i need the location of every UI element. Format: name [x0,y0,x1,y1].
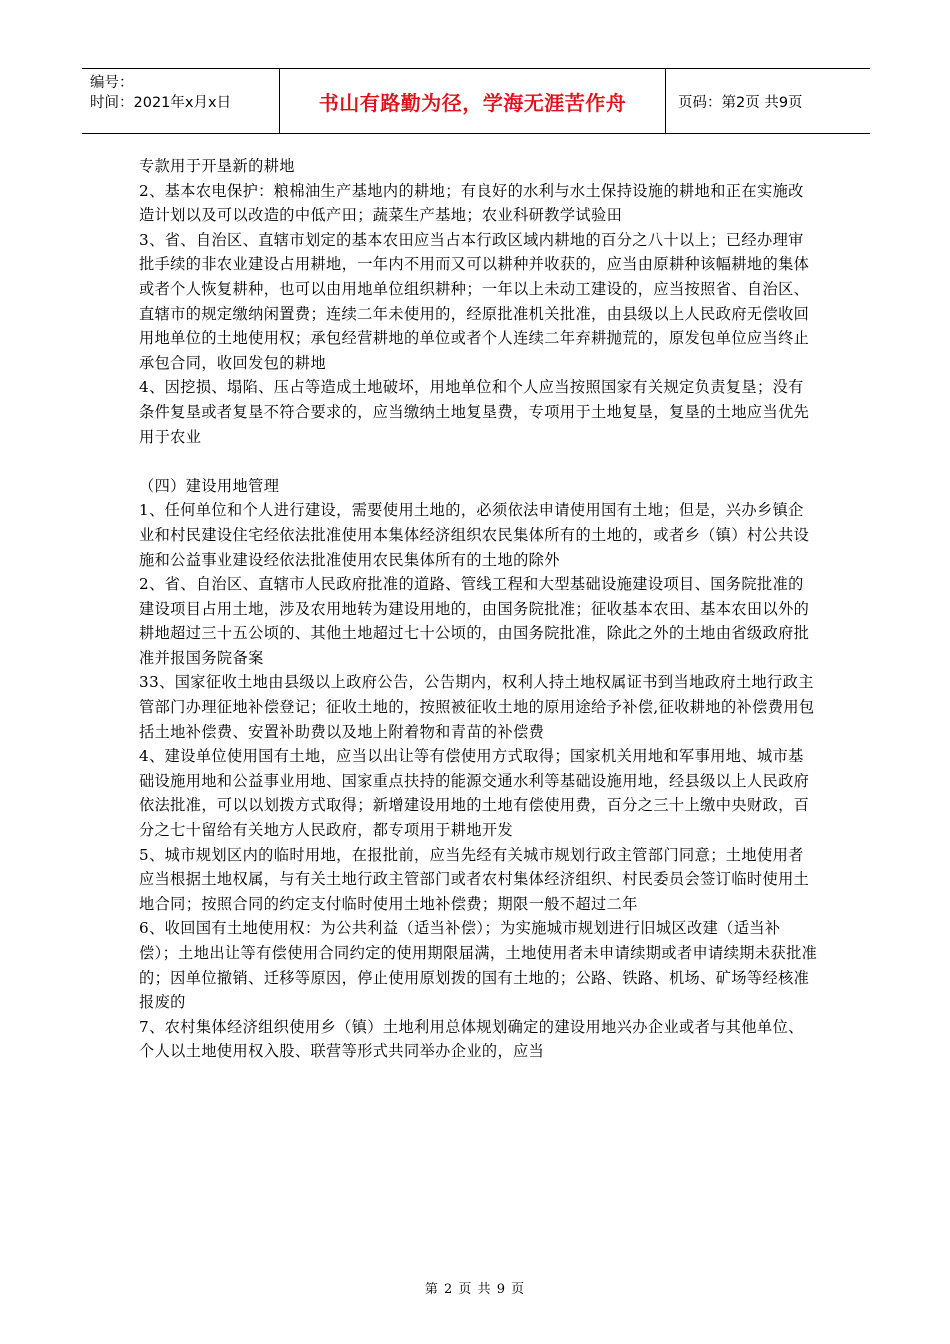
paragraph-spacer [139,449,819,474]
header-motto: 书山有路勤为径，学海无涯苦作舟 [280,69,666,133]
document-time-label: 时间：2021年x月x日 [90,95,232,111]
header-page-info: 页码：第2页 共9页 [678,94,803,111]
paragraph: 专款用于开垦新的耕地 [139,157,295,175]
header-meta-cell [82,69,280,133]
section-heading: （四）建设用地管理 [139,476,280,495]
paragraph: 7、农村集体经济组织使用乡（镇）土地利用总体规划确定的建设用地兴办企业或者与其他单位、个人以土地使用权入股、联营等形式共同举办企业的，应当 [139,1017,804,1061]
paragraph: 1、任何单位和个人进行建设，需要使用土地的，必须依法申请使用国有土地；但是，兴办乡镇企业和村民建设住宅经依法批准使用本集体经济组织农民集体所有的土地的，或者乡（镇）村公共设施和公益事业建设经依法批准使用农民集体所有的土地的除外 [139,501,810,569]
paragraph: 6、收回国有土地使用权：为公共利益（适当补偿）；为实施城市规划进行旧城区改建（适当补偿）；土地出让等有偿使用合同约定的使用期限届满，土地使用者未申请续期或者申请续期未获批准的；因单位撤销、迁移等原因，停止使用原划拨的国有土地的；公路、铁路、机场、矿场等经核准报废的 [139,919,818,1012]
page-footer: 第 2 页 共 9 页 [424,1282,526,1297]
document-header [82,68,870,134]
document-number-label: 编号： [90,75,134,91]
paragraph: 5、城市规划区内的临时用地，在报批前，应当先经有关城市规划行政主管部门同意；土地使用者应当根据土地权属，与有关土地行政主管部门或者农村集体经济组织、村民委员会签订临时使用土地合同；按照合同的约定支付临时使用土地补偿费；期限一般不超过二年 [139,845,810,913]
paragraph: 33、国家征收土地由县级以上政府公告，公告期内，权利人持土地权属证书到当地政府土地行政主管部门办理征地补偿登记；征收土地的，按照被征收土地的原用途给予补偿,征收耕地的补偿费用包括土地补偿费、安置补助费以及地上附着物和青苗的补偿费 [139,673,815,741]
paragraph: 4、建设单位使用国有土地，应当以出让等有偿使用方式取得；国家机关用地和军事用地、城市基础设施用地和公益事业用地、国家重点扶持的能源交通水利等基础设施用地，经县级以上人民政府依法批准，可以以划拨方式取得；新增建设用地的土地有偿使用费，百分之三十上缴中央财政，百分之七十留给有关地方人民政府，都专项用于耕地开发 [139,747,810,840]
paragraph: 2、省、自治区、直辖市人民政府批准的道路、管线工程和大型基础设施建设项目、国务院批准的建设项目占用土地，涉及农用地转为建设用地的，由国务院批准；征收基本农田、基本农田以外的耕地超过三十五公顷的、其他土地超过七十公顷的，由国务院批准，除此之外的土地由省级政府批准并报国务院备案 [139,575,810,667]
paragraph: 4、因挖损、塌陷、压占等造成土地破坏，用地单位和个人应当按照国家有关规定负责复垦；没有条件复垦或者复垦不符合要求的，应当缴纳土地复垦费，专项用于土地复垦，复垦的土地应当优先用于农业 [139,378,810,446]
paragraph: 2、基本农电保护：粮棉油生产基地内的耕地；有良好的水利与水土保持设施的耕地和正在实施改造计划以及可以改造的中低产田；蔬菜生产基地；农业科研教学试验田 [139,181,804,225]
document-body [139,154,819,1064]
paragraph: 3、省、自治区、直辖市划定的基本农田应当占本行政区域内耕地的百分之八十以上；已经办理审批手续的非农业建设占用耕地，一年内不用而又可以耕种并收获的，应当由原耕种该幅耕地的集体或者个人恢复耕种，也可以由用地单位组织耕种；一年以上未动工建设的，应当按照省、自治区、直辖市的规定缴纳闲置费；连续二年未使用的，经原批准机关批准，由县级以上人民政府无偿收回用地单位的土地使用权；承包经营耕地的单位或者个人连续二年弃耕抛荒的，原发包单位应当终止承包合同，收回发包的耕地 [139,230,810,372]
